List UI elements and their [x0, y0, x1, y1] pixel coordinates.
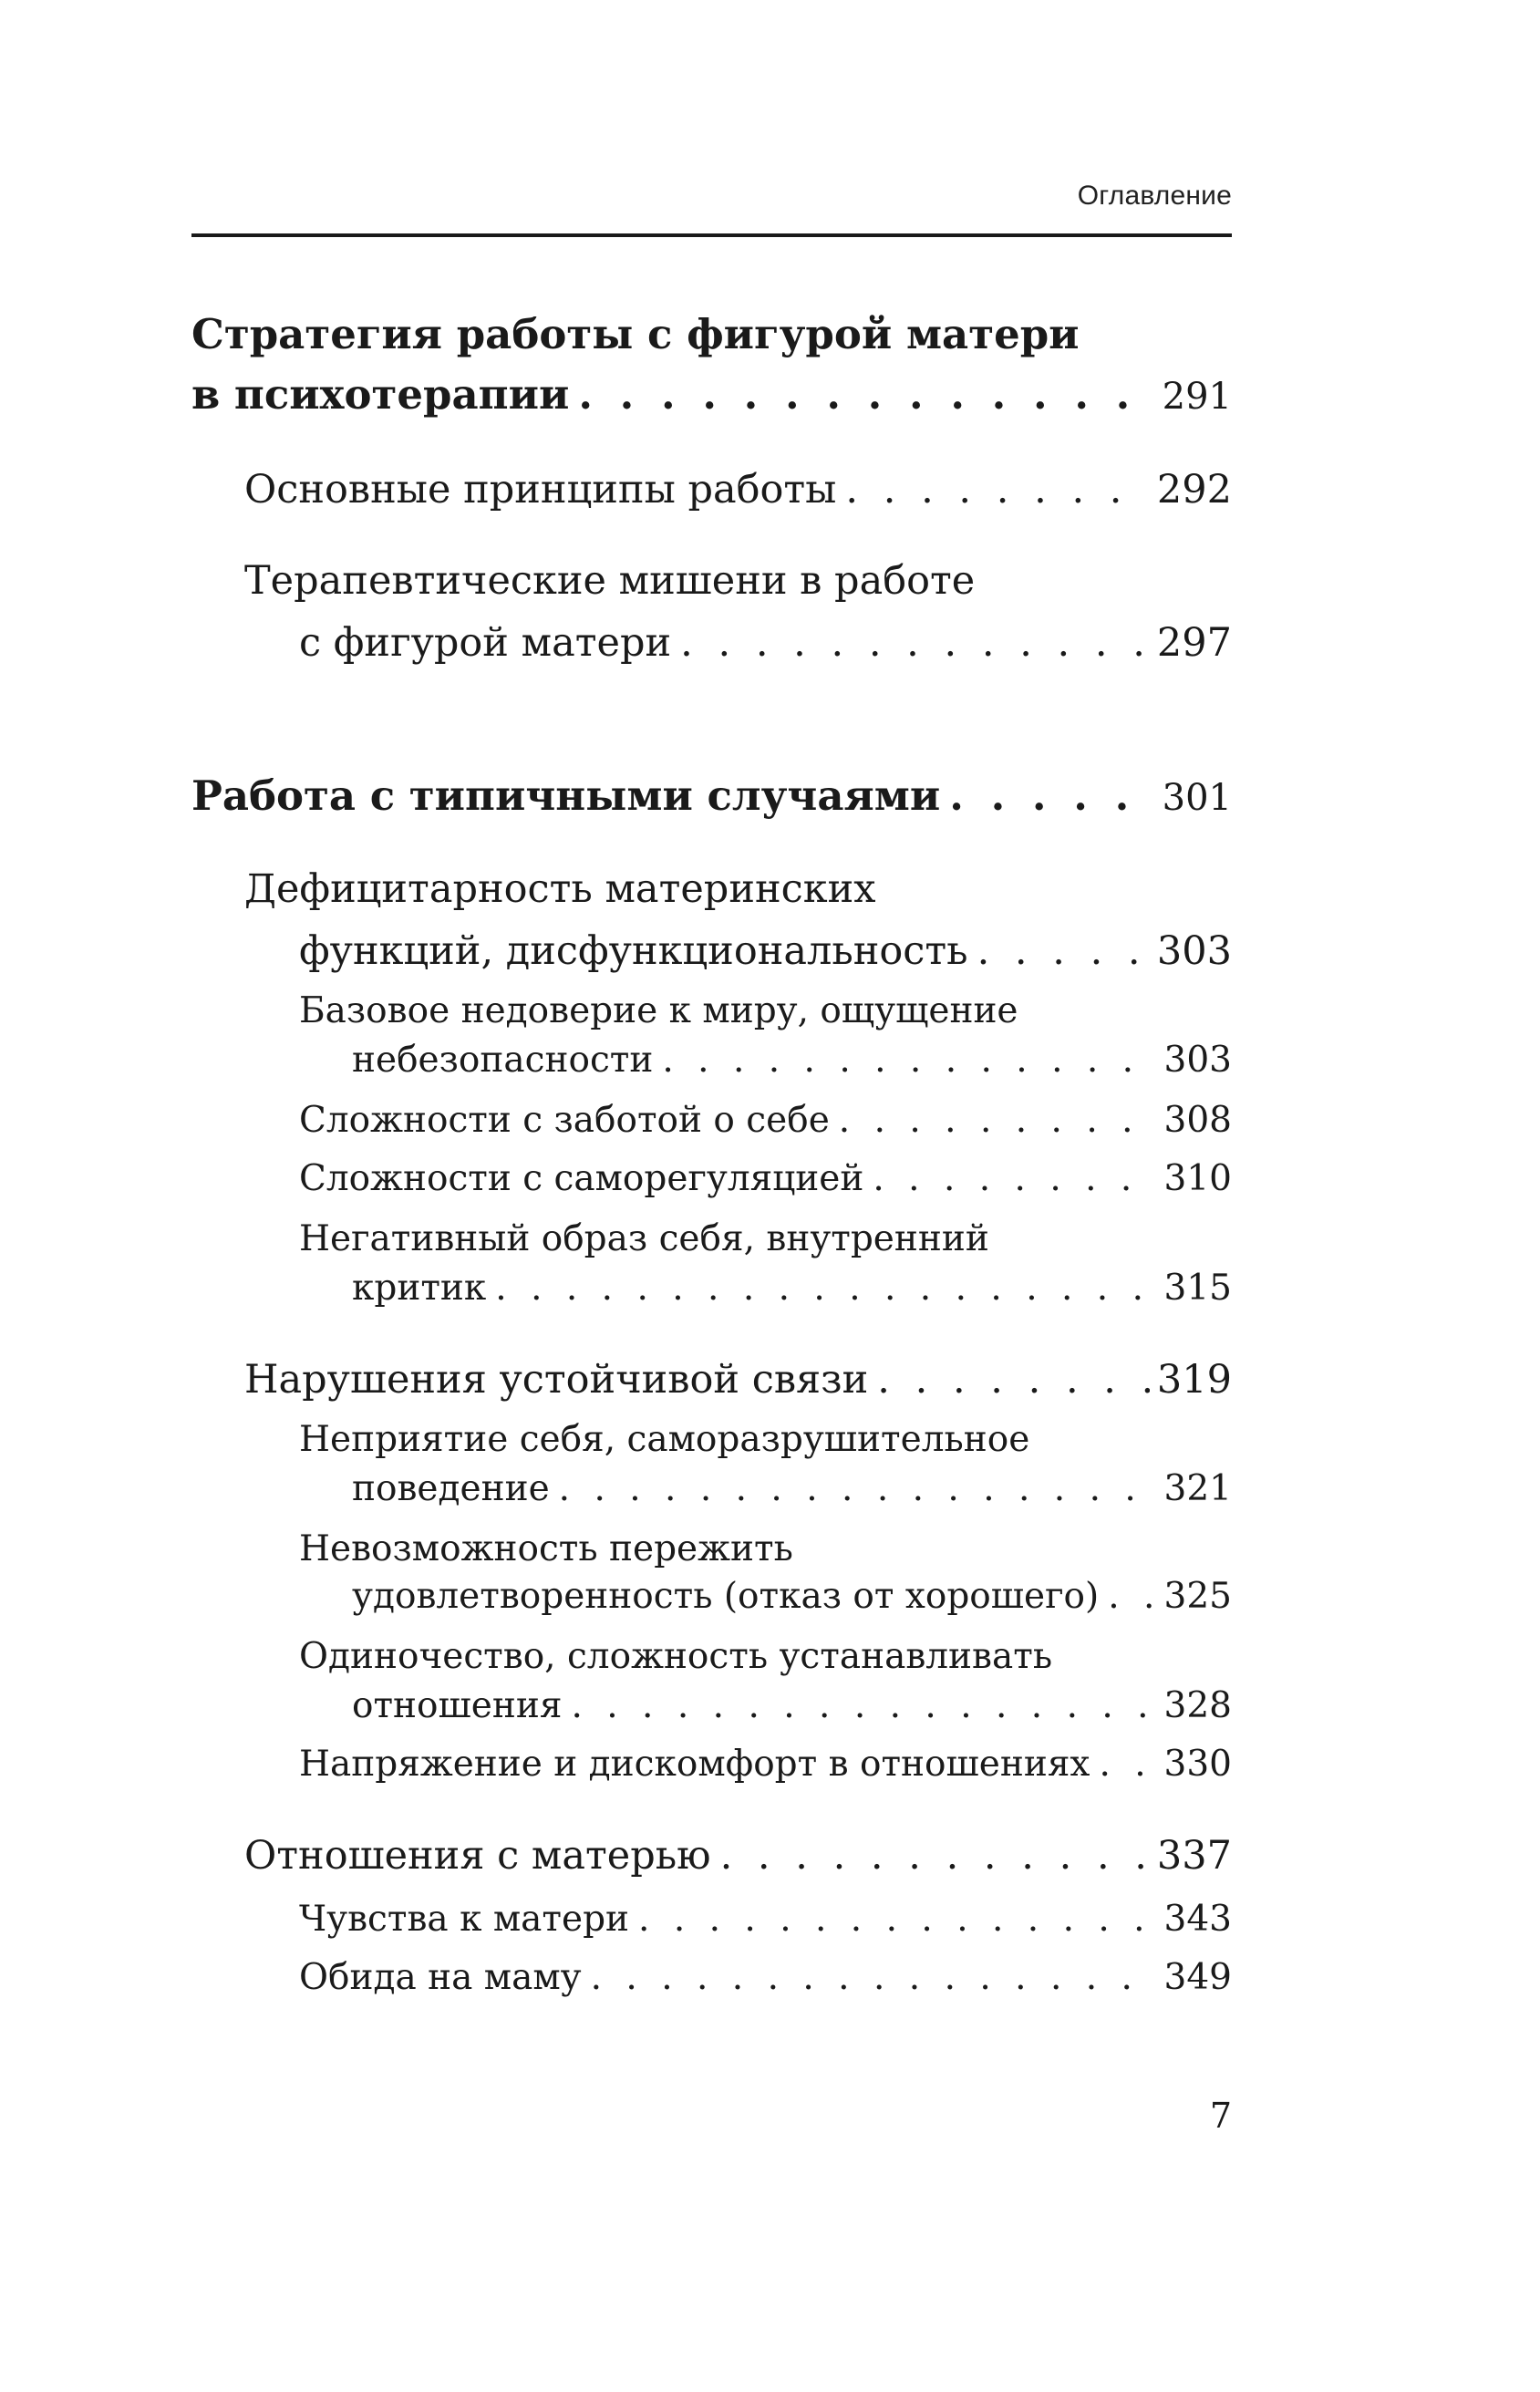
toc-entry-inner-critic[interactable] [352, 1268, 1232, 1309]
toc-entry-title: Чувства к матери [299, 1899, 630, 1940]
toc-entry-tension[interactable] [299, 1744, 1232, 1785]
dot-leader [578, 370, 1154, 419]
dot-leader [559, 1468, 1157, 1509]
toc-page-number: 310 [1163, 1158, 1232, 1199]
toc-entry-principles[interactable] [244, 467, 1232, 513]
toc-entry-targets[interactable] [299, 620, 1232, 666]
dot-leader [877, 1357, 1150, 1403]
toc-entry-title-line: Невозможность пережить [299, 1528, 793, 1569]
toc-entry-title: Основные принципы работы [244, 467, 837, 513]
toc-page-number: 319 [1156, 1357, 1232, 1403]
toc-entry-title-line: Базовое недоверие к миру, ощущение [299, 990, 1018, 1031]
dot-leader [571, 1685, 1156, 1726]
page-number: 7 [1209, 2096, 1232, 2136]
toc-entry-title: Обида на маму [299, 1957, 582, 1998]
toc-entry-self-care[interactable] [299, 1100, 1232, 1141]
toc-entry-title: Сложности с заботой о себе [299, 1100, 830, 1141]
toc-entry-title-line: Дефицитарность материнских [244, 866, 876, 912]
dot-leader [839, 1100, 1157, 1141]
toc-page-number: 328 [1163, 1685, 1232, 1726]
toc-page-number: 337 [1156, 1833, 1232, 1879]
toc-entry-title: отношения [352, 1685, 563, 1726]
dot-leader [1099, 1744, 1156, 1785]
dot-leader [638, 1899, 1157, 1940]
toc-page-number: 308 [1163, 1100, 1232, 1141]
toc-entry-title: в психотерапии [191, 370, 570, 419]
toc-entry-resentment[interactable] [299, 1957, 1232, 1998]
toc-page-number: 291 [1162, 376, 1232, 418]
toc-entry-title: небезопасности [352, 1040, 654, 1081]
toc-page-number: 330 [1163, 1744, 1232, 1785]
toc-entry-feelings[interactable] [299, 1899, 1232, 1940]
toc-entry-title: Работа с типичными случаями [191, 771, 941, 820]
toc-entry-title: Сложности с саморегуляцией [299, 1158, 864, 1199]
toc-entry-title-line: Негативный образ себя, внутренний [299, 1218, 989, 1259]
toc-entry-self-rejection[interactable] [352, 1468, 1232, 1509]
toc-entry-self-regulation[interactable] [299, 1158, 1232, 1199]
header-rule [191, 233, 1232, 237]
dot-leader [680, 620, 1150, 666]
toc-page-number: 325 [1163, 1576, 1232, 1617]
toc-entry-deficiency[interactable] [299, 928, 1232, 974]
toc-entry-title: функций, дисфункциональность [299, 928, 968, 974]
toc-entry-title: поведение [352, 1468, 550, 1509]
toc-entry-title-line: Одиночество, сложность устанавливать [299, 1636, 1053, 1677]
running-head: Оглавление [1077, 181, 1232, 211]
toc-page-number: 303 [1156, 928, 1232, 974]
toc-entry-title: с фигурой матери [299, 620, 672, 666]
toc-page-number: 297 [1156, 620, 1232, 666]
dot-leader [662, 1040, 1156, 1081]
toc-page-number: 303 [1163, 1040, 1232, 1081]
toc-entry-typical-cases[interactable] [191, 771, 1232, 820]
toc-entry-title: критик [352, 1268, 487, 1309]
toc-entry-relations-mother[interactable] [244, 1833, 1232, 1879]
dot-leader [591, 1957, 1157, 1998]
toc-entry-basic-distrust[interactable] [352, 1040, 1232, 1081]
toc-entry-stable-bond[interactable] [244, 1357, 1232, 1403]
dot-leader [949, 771, 1154, 820]
toc-entry-title: Напряжение и дискомфорт в отношениях [299, 1744, 1090, 1785]
toc-section-title-line: Стратегия работы с фигурой матери [191, 310, 1080, 358]
toc-page-number: 321 [1163, 1468, 1232, 1509]
dot-leader [1108, 1576, 1156, 1617]
toc-page-number: 349 [1163, 1957, 1232, 1998]
toc-entry-title-line: Терапевтические мишени в работе [244, 558, 976, 604]
dot-leader [495, 1268, 1156, 1309]
toc-entry-satisfaction[interactable] [352, 1576, 1232, 1617]
toc-page-number: 315 [1163, 1268, 1232, 1309]
toc-entry-title: Нарушения устойчивой связи [244, 1357, 869, 1403]
toc-entry-title: Отношения с матерью [244, 1833, 711, 1879]
toc-page-number: 301 [1162, 777, 1232, 819]
dot-leader [845, 467, 1150, 513]
toc-entry-strategy[interactable] [191, 370, 1232, 419]
toc-entry-loneliness[interactable] [352, 1685, 1232, 1726]
toc-page-number: 292 [1156, 467, 1232, 513]
toc-page-number: 343 [1163, 1899, 1232, 1940]
dot-leader [977, 928, 1150, 974]
dot-leader [873, 1158, 1156, 1199]
toc-entry-title: удовлетворенность (отказ от хорошего) [352, 1576, 1100, 1617]
dot-leader [720, 1833, 1150, 1879]
toc-entry-title-line: Неприятие себя, саморазрушительное [299, 1419, 1030, 1460]
